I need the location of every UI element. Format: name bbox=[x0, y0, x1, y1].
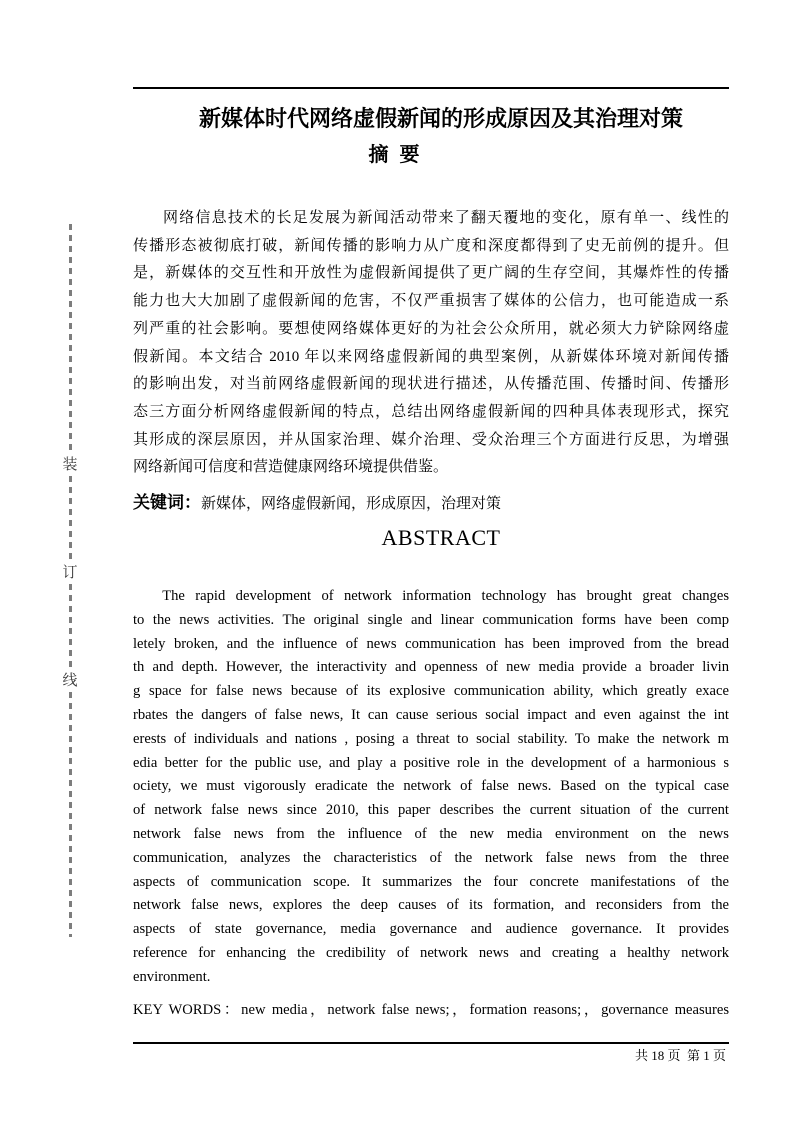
keywords-en-row: KEY WORDS：new media，network false news;，formation reasons;，governance measures bbox=[133, 1002, 729, 1018]
abstract-en-line: letely broken, and the influence of news communication has been improved from the bread bbox=[133, 635, 729, 652]
abstract-en-line: th and depth. However, the interactivity and openness of new media provide a broader livin bbox=[133, 659, 729, 676]
header-rule bbox=[133, 87, 729, 89]
footer-rule bbox=[133, 1042, 729, 1044]
abstract-en-line: edia better for the public use, and play a positive role in the development of a harmonious s bbox=[133, 754, 729, 771]
abstract-zh-heading: 摘 要 bbox=[368, 144, 420, 166]
abstract-zh-line: 态三方面分析网络虚假新闻的特点，总结出网络虚假新闻的四种具体表现形式，探究 bbox=[133, 403, 729, 420]
binding-dash-segment bbox=[69, 584, 72, 670]
page-title: 新媒体时代网络虚假新闻的形成原因及其治理对策 bbox=[198, 106, 683, 131]
abstract-zh-line: 其形成的深层原因，并从国家治理、媒介治理、受众治理三个方面进行反思，为增强 bbox=[133, 431, 729, 448]
abstract-en-line: communication, analyzes the characteristics of the network false news from the three bbox=[133, 849, 729, 866]
binding-char-ding: 订 bbox=[62, 565, 78, 581]
binding-char-zhuang: 装 bbox=[62, 457, 78, 473]
keywords-zh-text: 新媒体，网络虚假新闻，形成原因，治理对策 bbox=[201, 496, 502, 512]
keywords-zh-label: 关键词： bbox=[133, 493, 201, 512]
abstract-en-line: of network false news since 2010, this paper describes the current situation of the current bbox=[133, 802, 729, 819]
abstract-en-line: network false news from the influence of the new media environment on the news bbox=[133, 825, 729, 842]
abstract-zh-line: 是，新媒体的交互性和开放性为虚假新闻提供了更广阔的生存空间，其爆炸性的传播 bbox=[133, 265, 729, 282]
abstract-en-line: The rapid development of network information technology has brought great changes bbox=[162, 588, 729, 604]
abstract-zh-line: 网络新闻可信度和营造健康网络环境提供借鉴。 bbox=[133, 459, 449, 476]
abstract-en-paragraph bbox=[133, 585, 729, 990]
abstract-en-heading: ABSTRACT bbox=[381, 525, 501, 550]
abstract-en-line: aspects of state governance, media governance and audience governance. It provides bbox=[133, 921, 729, 938]
abstract-en-line: network false news, explores the deep causes of its formation, and reconsiders from the bbox=[133, 897, 729, 914]
abstract-en-line: g space for false news because of its explosive communication ability, which greatly exace bbox=[133, 683, 729, 700]
abstract-zh-line: 列严重的社会影响。要想使网络媒体更好的为社会公众所用，就必须大力铲除网络虚 bbox=[133, 320, 729, 337]
page-number: 共 18 页 第 1 页 bbox=[634, 1048, 726, 1063]
abstract-zh-paragraph bbox=[133, 205, 729, 482]
abstract-zh-line: 网络信息技术的长足发展为新闻活动带来了翻天覆地的变化，原有单一、线性的 bbox=[163, 210, 729, 226]
abstract-zh-line: 假新闻。本文结合 2010 年以来网络虚假新闻的典型案例，从新媒体环境对新闻传播 bbox=[133, 348, 729, 365]
abstract-zh-line: 的影响出发，对当前网络虚假新闻的现状进行描述，从传播范围、传播时间、传播形 bbox=[133, 376, 729, 393]
abstract-en-line: reference for enhancing the credibility of network news and creating a healthy network bbox=[133, 944, 729, 961]
binding-dash-segment bbox=[69, 224, 72, 454]
abstract-en-line: environment. bbox=[133, 968, 211, 985]
abstract-zh-line: 能力也大大加剧了虚假新闻的危害，不仅严重损害了媒体的公信力，也可能造成一系 bbox=[133, 293, 729, 310]
binding-line bbox=[61, 224, 79, 937]
abstract-en-line: erests of individuals and nations , posing a threat to social stability. To make the network m bbox=[133, 730, 729, 747]
abstract-zh-line: 传播形态被彻底打破，新闻传播的影响力从广度和深度都得到了史无前例的提升。但 bbox=[133, 237, 729, 254]
abstract-en-line: ociety, we must vigorously eradicate the network of false news. Based on the typical case bbox=[133, 778, 729, 795]
binding-char-xian: 线 bbox=[62, 673, 78, 689]
abstract-en-line: rbates the dangers of false news, It can cause serious social impact and even against the int bbox=[133, 706, 729, 723]
keywords-zh-row bbox=[133, 490, 729, 517]
binding-dash-segment bbox=[69, 692, 72, 937]
abstract-en-line: to the news activities. The original single and linear communication forms have been comp bbox=[133, 611, 729, 628]
binding-dash-segment bbox=[69, 476, 72, 562]
abstract-en-line: aspects of communication scope. It summarizes the four concrete manifestations of the bbox=[133, 873, 729, 890]
